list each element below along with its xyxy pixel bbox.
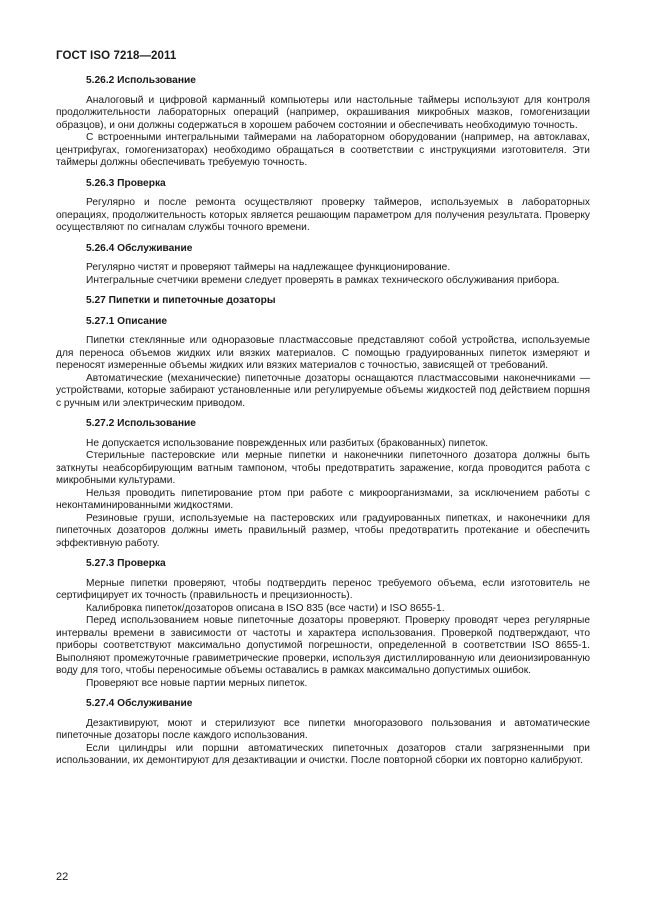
section-heading: 5.27.1 Описание — [86, 315, 168, 327]
paragraph: Пипетки стеклянные или одноразовые пластмассовые представляют собой устройства, используемые для переноса объемов жидких или вязких материалов. С помощью градуированных пипеток измеряют и переносят измеренные объемы жидких или вязких материалов с точностью, зависящей от требований. — [56, 335, 590, 371]
document-header: ГОСТ ISO 7218—2011 — [56, 50, 177, 62]
document-body — [56, 70, 590, 776]
paragraph: Резиновые груши, используемые на пастеровских или градуированных пипетках, и наконечники для пипеточных дозаторов должны иметь правильный размер, чтобы предотвратить протекание и обеспечить эффективную работу. — [56, 512, 590, 549]
paragraph: Нельзя проводить пипетирование ртом при работе с микроорганизмами, за исключением работы с неконтаминированными жидкостями. — [56, 487, 590, 511]
paragraph: Дезактивируют, моют и стерилизуют все пипетки многоразового пользования и автоматические пипеточные дозаторы после каждого использования. — [56, 717, 590, 741]
section-5-27-4 — [56, 698, 590, 768]
page-number: 22 — [56, 871, 69, 883]
section-heading: 5.26.4 Обслуживание — [86, 242, 193, 254]
section-5-26-4 — [56, 243, 590, 288]
paragraph: Мерные пипетки проверяют, чтобы подтвердить перенос требуемого объема, если изготовитель не сертифицирует их точность (правильность и прецизионность). — [56, 577, 590, 601]
paragraph: Проверяют все новые партии мерных пипеток. — [86, 677, 308, 689]
paragraph: Перед использованием новые пипеточные дозаторы проверяют. Проверку проводят через регулярные интервалы времени в зависимости от частоты и характера использования. Проверкой подтверждают, что приборы соответствуют максимально допустимой погрешности, определенной в соответствии ISO 8655-1. Выполняют промежуточные гравиметрические проверки, используя дистиллированную или деионизированную воду для того, чтобы переносимые объемы оставались в рамках максимально допустимых ошибок. — [56, 615, 590, 676]
section-heading: 5.27.4 Обслуживание — [86, 698, 193, 709]
paragraph: Аналоговый и цифровой карманный компьютеры или настольные таймеры используют для контроля продолжительности лабораторных операций (например, окрашивания микробных мазков, гомогенизации образцов), и они должны содержаться в хорошем рабочем состоянии и обеспечивать необходимую точность. — [56, 94, 590, 131]
section-5-27-1 — [56, 316, 590, 411]
section-5-27-3 — [56, 558, 590, 690]
paragraph: Регулярно чистят и проверяют таймеры на надлежащее функционирование. — [86, 262, 451, 273]
paragraph: Если цилиндры или поршни автоматических пипеточных дозаторов стали загрязненными при использовании, их демонтируют для дезактивации и очистки. После повторной сборки их повторно калибруют. — [56, 742, 590, 766]
paragraph: Автоматические (механические) пипеточные дозаторы оснащаются пластмассовыми наконечниками — устройствами, которые забирают установленные или регулируемые объемы жидкостей под действием поршня с ручным или электрическим приводом. — [56, 372, 590, 409]
section-5-26-2 — [56, 75, 590, 170]
paragraph: Не допускается использование поврежденных или разбитых (бракованных) пипеток. — [86, 437, 489, 449]
section-heading: 5.26.2 Использование — [86, 75, 196, 86]
paragraph: С встроенными интегральными таймерами на лабораторном оборудовании (например, на автоклавах, центрифугах, гомогенизаторах) необходимо обращаться в соответствии с инструкциями изготовителя. Эти таймеры должны обеспечивать требуемую точность. — [56, 132, 590, 168]
section-heading: 5.26.3 Проверка — [86, 177, 166, 189]
paragraph: Регулярно и после ремонта осуществляют проверку таймеров, используемых в лабораторных операциях, продолжительность которых является решающим параметром для получения результата. Проверку осуществляют по сигналам службы точного времени. — [56, 197, 590, 233]
paragraph: Стерильные пастеровские или мерные пипетки и наконечники пипеточного дозатора должны быть заткнуты неабсорбирующим ватным тампоном, чтобы предотвратить заражение, когда проводится работа с микробными культурами. — [56, 450, 590, 486]
section-heading: 5.27.2 Использование — [86, 418, 196, 429]
section-5-27 — [56, 295, 590, 308]
section-heading: 5.27.3 Проверка — [86, 558, 166, 569]
paragraph: Интегральные счетчики времени следует проверять в рамках технического обслуживания прибора. — [86, 274, 560, 286]
section-5-27-2 — [56, 418, 590, 550]
paragraph: Калибровка пипеток/дозаторов описана в ISO 835 (все части) и ISO 8655-1. — [86, 602, 445, 614]
section-5-26-3 — [56, 178, 590, 235]
section-heading: 5.27 Пипетки и пипеточные дозаторы — [86, 295, 276, 306]
